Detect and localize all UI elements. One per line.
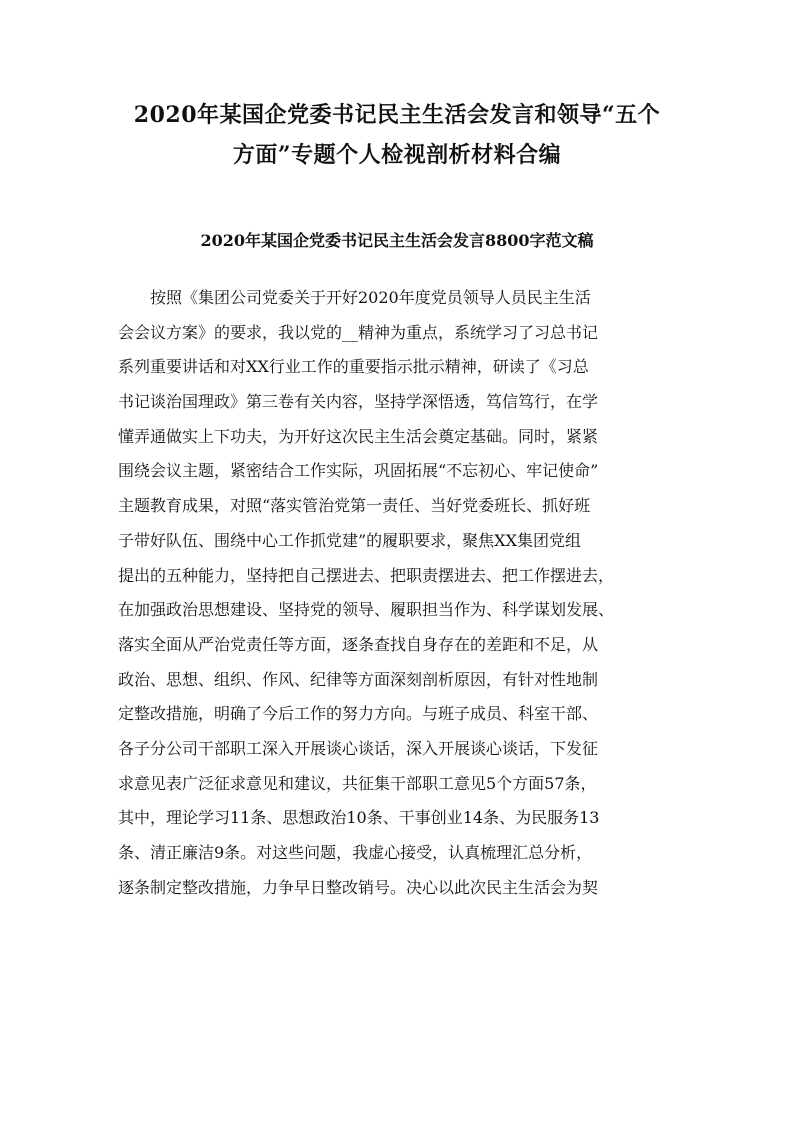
body-line: 在加强政治思想建设、坚持党的领导、履职担当作为、科学谋划发展、 (118, 600, 615, 620)
body-line: 其中，理论学习11条、思想政治10条、干事创业14条、为民服务13 (118, 808, 600, 828)
body-line: 定整改措施，明确了今后工作的努力方向。与班子成员、科室干部、 (118, 704, 599, 724)
body-line: 会会议方案》的要求，我以党的__精神为重点，系统学习了习总书记 (118, 322, 599, 342)
body-line: 子带好队伍、围绕中心工作抓党建”的履职要求，聚焦XX集团党组 (118, 530, 581, 550)
document-title-line-2: 方面”专题个人检视剖析材料合编 (232, 142, 562, 168)
body-paragraph (118, 286, 688, 910)
section-title: 2020年某国企党委书记民主生活会发言8800字范文稿 (200, 231, 594, 250)
body-line: 围绕会议主题，紧密结合工作实际，巩固拓展“不忘初心、牢记使命” (118, 461, 599, 481)
body-line: 按照《集团公司党委关于开好2020年度党员领导人员民主生活 (150, 288, 591, 307)
body-line: 政治、思想、组织、作风、纪律等方面深刻剖析原因，有针对性地制 (118, 669, 599, 689)
body-line: 提出的五种能力，坚持把自己摆进去、把职责摆进去、把工作摆进去， (118, 565, 615, 585)
body-line: 系列重要讲话和对XX行业工作的重要指示批示精神，研读了《习总 (118, 357, 589, 377)
body-line: 各子分公司干部职工深入开展谈心谈话，深入开展谈心谈话，下发征 (118, 738, 599, 758)
body-line: 逐条制定整改措施，力争早日整改销号。决心以此次民主生活会为契 (118, 877, 599, 897)
body-line: 落实全面从严治党责任等方面，逐条查找自身存在的差距和不足，从 (118, 634, 599, 654)
document-title-line-1: 2020年某国企党委书记民主生活会发言和领导“五个 (133, 102, 661, 128)
body-line: 懂弄通做实上下功夫，为开好这次民主生活会奠定基础。同时，紧紧 (118, 426, 599, 446)
body-line: 条、清正廉洁9条。对这些问题，我虚心接受，认真梳理汇总分析， (118, 843, 593, 862)
body-line: 求意见表广泛征求意见和建议，共征集干部职工意见5个方面57条， (118, 773, 597, 793)
body-line: 书记谈治国理政》第三卷有关内容，坚持学深悟透，笃信笃行，在学 (118, 392, 599, 412)
document-title (100, 95, 694, 175)
body-line: 主题教育成果，对照“落实管治党第一责任、当好党委班长、抓好班 (118, 496, 591, 516)
